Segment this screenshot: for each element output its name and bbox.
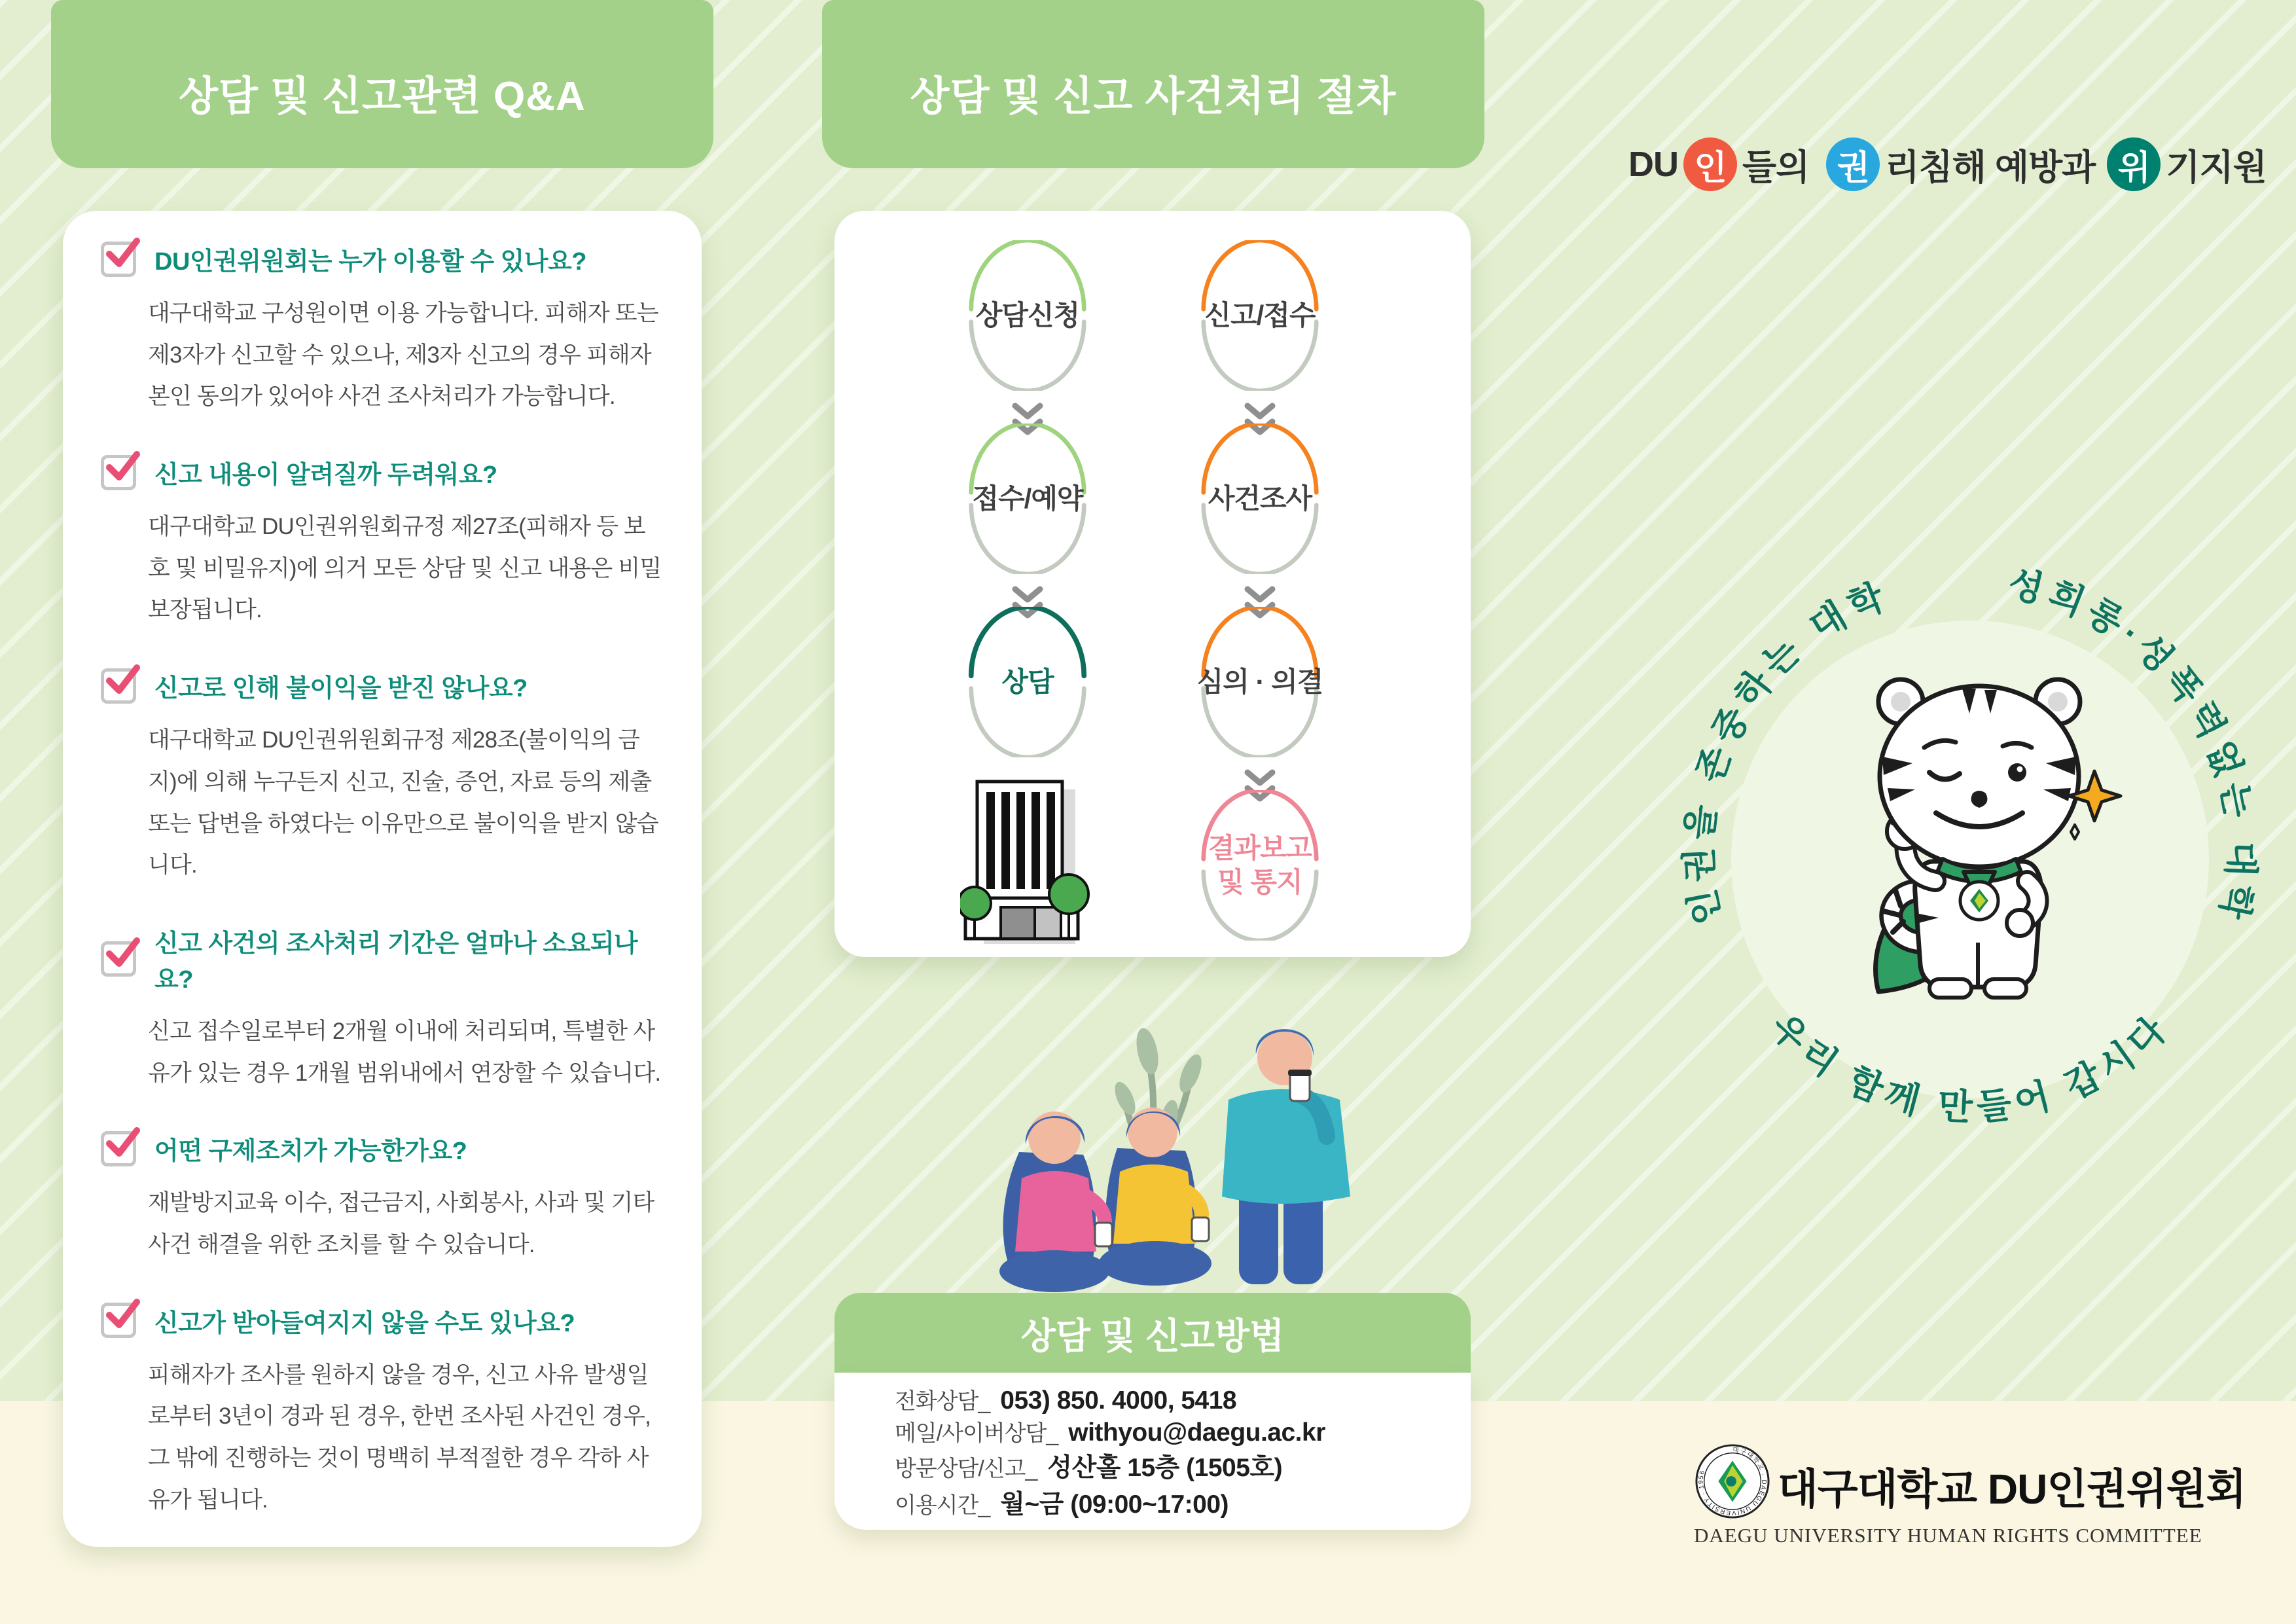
slogan-suffix: 기지원	[2166, 147, 2267, 187]
qa-item	[101, 241, 664, 418]
flow-step-label: 심의 · 의결	[1196, 666, 1323, 697]
flow-step-label: 상담	[1001, 666, 1054, 697]
contact-row	[895, 1447, 1444, 1484]
contact-hours: 월~금 (09:00~17:00)	[1000, 1490, 1229, 1519]
contact-label: 이용시간_	[895, 1493, 990, 1518]
tiger-mascot	[1827, 660, 2128, 1026]
qa-item	[101, 454, 664, 631]
contact-row	[895, 1415, 1444, 1447]
checkbox-icon	[101, 1131, 136, 1166]
flow-step-circle	[1194, 424, 1325, 574]
contact-label: 전화상담_	[895, 1389, 990, 1414]
arc-text-bottom: 우리 함께 만들어 갑시다	[1763, 1005, 2178, 1128]
slogan-circle-wi: 위	[2107, 137, 2161, 191]
seal-text: 대구대학교 · DAEGU UNIVERSITY · 1956	[1697, 1446, 1768, 1517]
qa-question: 신고 내용이 알려질까 두려워요?	[154, 461, 497, 490]
slogan-circle-in: 인	[1683, 137, 1737, 191]
qa-section-header	[51, 0, 713, 168]
qa-item	[101, 923, 664, 1094]
qa-question: 신고가 받아들여지지 않을 수도 있나요?	[154, 1309, 575, 1337]
slogan-prefix: DU	[1628, 145, 1678, 184]
qa-answer: 대구대학교 구성원이면 이용 가능합니다. 피해자 또는 제3자가 신고할 수 있으나, 제3자 신고의 경우 피해자 본인 동의가 있어야 사건 조사처리가 가능합니다.	[148, 300, 658, 410]
slogan-circle-kwon: 권	[1826, 137, 1880, 191]
qa-answer: 피해자가 조사를 원하지 않을 경우, 신고 사유 발생일로부터 3년이 경과 된 경우, 한번 조사된 사건인 경우, 그 밖에 진행하는 것이 명백히 부적절한 경우 각하 사유가 됩니다.	[148, 1362, 651, 1513]
university-seal	[1694, 1443, 1771, 1520]
qa-item	[101, 1130, 664, 1265]
qa-answer: 재발방지교육 이수, 접근금지, 사회봉사, 사과 및 기타 사건 해결을 위한 조치를 할 수 있습니다.	[148, 1190, 655, 1257]
procedure-section-header	[822, 0, 1484, 168]
method-section-title: 상담 및 신고방법	[1020, 1315, 1285, 1356]
method-section-header	[834, 1293, 1471, 1373]
contact-label: 방문상담/신고_	[895, 1456, 1037, 1481]
slogan-headline	[1628, 133, 2267, 196]
qa-question: DU인권위원회는 누가 이용할 수 있나요?	[154, 248, 586, 276]
contact-card	[834, 1373, 1471, 1530]
building-icon	[960, 775, 1098, 950]
qa-answer: 대구대학교 DU인권위원회규정 제27조(피해자 등 보호 및 비밀유지)에 의거 모든 상담 및 신고 내용은 비밀 보장됩니다.	[148, 514, 662, 623]
checkbox-icon	[101, 1303, 136, 1338]
qa-answer: 대구대학교 DU인권위원회규정 제28조(불이익의 금지)에 의해 누구든지 신고, 진술, 증언, 자료 등의 제출 또는 답변을 하였다는 이유만으로 불이익을 받지 않습니다.	[148, 727, 658, 878]
contact-phone: 053) 850. 4000, 5418	[1000, 1386, 1237, 1415]
flow-step-circle	[962, 607, 1093, 757]
flow-step-label: 접수/예약	[972, 482, 1083, 514]
qa-answer: 신고 접수일로부터 2개월 이내에 처리되며, 특별한 사유가 있는 경우 1개월 범위내에서 연장할 수 있습니다.	[148, 1018, 661, 1086]
slogan-text: 들의	[1742, 147, 1810, 187]
checkbox-icon	[101, 242, 136, 277]
qa-question: 신고로 인해 불이익을 받진 않나요?	[154, 675, 528, 703]
qa-item	[101, 668, 664, 886]
arc-text-left: 인권을 존중하는 대학	[1678, 573, 1895, 928]
flow-step-circle	[1194, 790, 1325, 941]
sparkle-small-icon	[2071, 825, 2079, 839]
contact-location: 성산홀 15층 (1505호)	[1047, 1454, 1283, 1482]
flow-step-label: 신고/접수	[1204, 299, 1316, 331]
flow-step-label: 상담신청	[975, 299, 1080, 331]
qa-card	[63, 211, 702, 1547]
checkbox-icon	[101, 455, 136, 490]
flow-step-circle	[1194, 240, 1325, 391]
organization-name: 대구대학교 DU인권위원회	[1778, 1466, 2246, 1513]
procedure-flowchart-card	[834, 211, 1471, 957]
qa-question: 어떤 구제조치가 가능한가요?	[154, 1138, 467, 1166]
qa-question: 신고 사건의 조사처리 기간은 얼마나 소요되나요?	[154, 929, 638, 994]
flow-step-circle	[962, 240, 1093, 391]
slogan-text: 리침해 예방과	[1885, 147, 2096, 187]
organization-name-english: DAEGU UNIVERSITY HUMAN RIGHTS COMMITTEE	[1694, 1524, 2202, 1547]
contact-email: withyou@daegu.ac.kr	[1068, 1418, 1325, 1447]
contact-label: 메일/사이버상담_	[895, 1421, 1058, 1446]
contact-row	[895, 1383, 1444, 1415]
qa-section-title: 상담 및 신고관련 Q&A	[179, 74, 586, 119]
checkbox-icon	[101, 941, 136, 977]
people-illustration	[926, 981, 1384, 1293]
procedure-section-title: 상담 및 신고 사건처리 절차	[910, 74, 1397, 119]
flow-step-label: 결과보고 및 통지	[1208, 832, 1312, 897]
flow-step-label: 사건조사	[1208, 482, 1312, 514]
arc-text-right: 성희롱·성폭력없는 대학	[2004, 562, 2262, 928]
qa-item	[101, 1303, 664, 1521]
flow-step-circle	[1194, 607, 1325, 757]
contact-row	[895, 1484, 1444, 1521]
flow-step-circle	[962, 424, 1093, 574]
checkbox-icon	[101, 668, 136, 704]
